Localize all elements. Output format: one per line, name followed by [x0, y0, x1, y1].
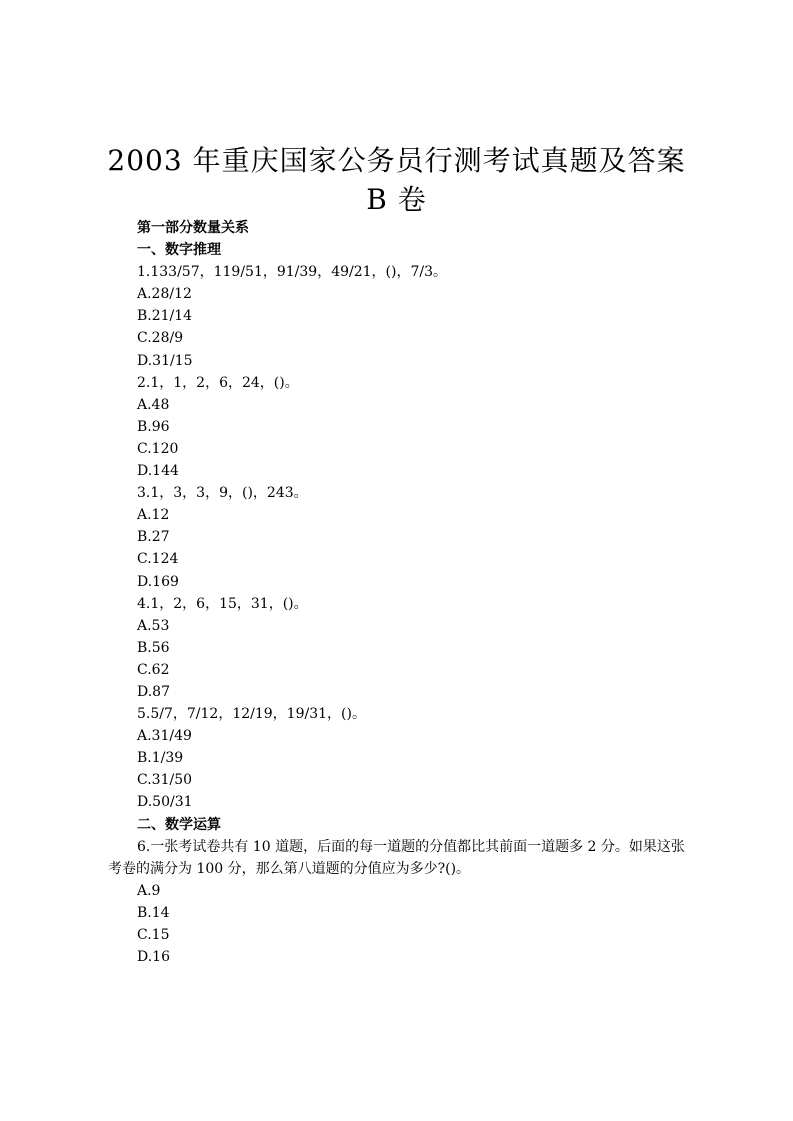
part-heading: 第一部分数量关系 [137, 220, 249, 236]
section-heading: 二、数学运算 [137, 816, 221, 833]
option: A.31/49 [137, 728, 192, 745]
option: D.144 [137, 463, 179, 480]
option: B.96 [137, 418, 170, 435]
question-text: 5.5/7，7/12，12/19，19/31，()。 [137, 706, 366, 723]
document-subtitle: B 卷 [366, 183, 427, 216]
option: B.27 [137, 529, 170, 546]
option: B.14 [137, 904, 170, 921]
option: B.1/39 [137, 750, 184, 767]
option: A.9 [137, 882, 161, 899]
option: C.31/50 [137, 772, 193, 789]
option: D.169 [137, 573, 179, 590]
option: D.50/31 [137, 794, 193, 811]
question-text: 3.1，3，3，9，()，243。 [137, 485, 308, 502]
option: C.120 [137, 440, 179, 457]
option: C.62 [137, 661, 170, 678]
option: A.12 [137, 507, 170, 524]
option: C.28/9 [137, 330, 184, 347]
option: B.56 [137, 639, 170, 656]
option: D.31/15 [137, 352, 193, 369]
option: C.15 [137, 927, 170, 943]
document-body [108, 217, 708, 968]
option: A.53 [137, 617, 170, 634]
question-text: 6.一张考试卷共有 10 道题，后面的每一道题的分值都比其前面一道题多 2 分。如果这张考卷的满分为 100 分，那么第八道题的分值应为多少?()。 [108, 838, 685, 877]
option: D.87 [137, 683, 170, 700]
option: A.48 [137, 396, 170, 413]
option: A.28/12 [137, 286, 192, 303]
question-text: 2.1，1，2，6，24，()。 [137, 374, 299, 391]
question-text: 4.1，2，6，15，31，()。 [137, 595, 308, 612]
section-heading: 一、数字推理 [137, 242, 221, 259]
document-title: 2003 年重庆国家公务员行测考试真题及答案 [107, 144, 686, 177]
option: C.124 [137, 551, 179, 568]
option: B.21/14 [137, 308, 193, 325]
question-text: 1.133/57，119/51，91/39，49/21，()，7/3。 [137, 264, 448, 281]
option: D.16 [137, 949, 170, 966]
